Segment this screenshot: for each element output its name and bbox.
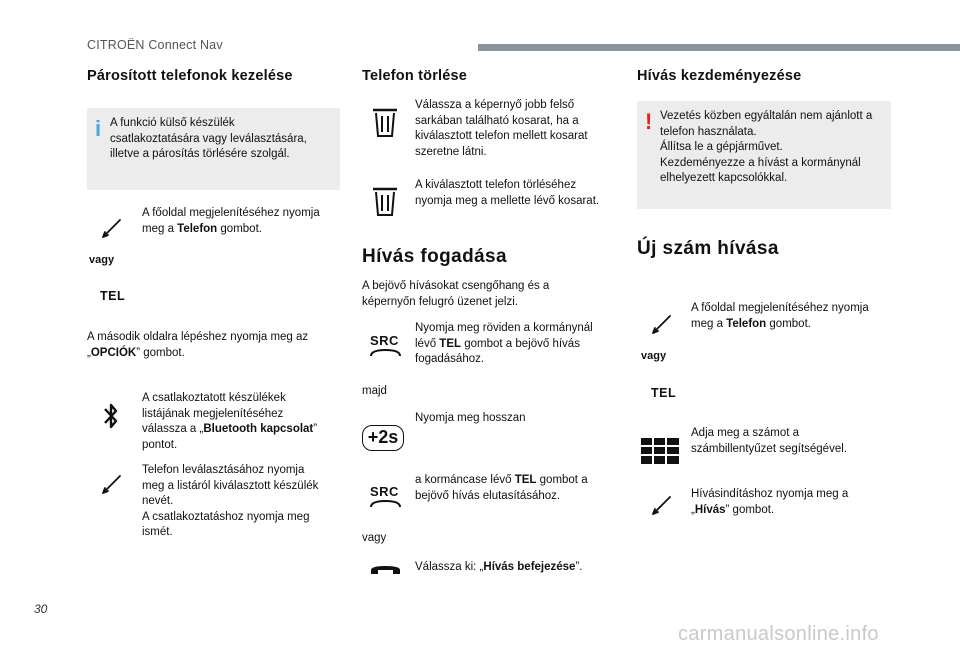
tel-button-label: TEL	[651, 386, 677, 400]
header-bar	[478, 44, 960, 51]
info-icon: i	[95, 116, 102, 141]
page-number: 30	[34, 602, 48, 616]
trash-step-2: A kiválasztott telefon törléséhez nyomja meg a mellette lévő kosarat.	[415, 179, 600, 207]
phone-handset-icon	[369, 499, 402, 509]
src-button-label: SRC	[370, 333, 399, 348]
touch-finger-icon	[650, 493, 674, 517]
section-title-make-call: Hívás kezdeményezése	[637, 68, 802, 84]
touch-finger-icon	[650, 312, 674, 336]
watermark: carmanualsonline.info	[678, 623, 879, 645]
src-button-label: SRC	[370, 484, 399, 499]
or-label: vagy	[362, 532, 387, 544]
accept-call-step: Nyomja meg röviden a kormánynál lévő TEL gombot a bejövő hívás fogadásához.	[415, 322, 593, 365]
bluetooth-connection-step: A csatlakoztatott készülékek listájának megjelenítéséhez válassza a „Bluetooth kapcsolat” pontot.	[142, 392, 318, 451]
long-press-step: Nyomja meg hosszan	[415, 412, 526, 424]
plus-2s-label: +2s	[367, 427, 399, 447]
section-title-delete-phone: Telefon törlése	[362, 68, 468, 84]
warning-note	[637, 101, 891, 209]
keypad-icon	[641, 438, 679, 464]
phone-button-step: A főoldal megjelenítéséhez nyomja meg a Telefon gombot.	[142, 207, 320, 235]
phone-handset-icon	[369, 348, 402, 358]
touch-finger-icon	[100, 472, 124, 496]
trash-step-1: Válassza a képernyő jobb felső sarkában található kosarat, ha a kiválasztott telefon mellett kosarat szeretne látni.	[415, 99, 588, 158]
or-label: vagy	[641, 350, 667, 362]
receive-intro: A bejövő hívásokat csengőhang és a képernyőn felugró üzenet jelzi.	[362, 280, 550, 308]
reject-call-step: a kormáncase lévő TEL gombot a bejövő hívás elutasításához.	[415, 474, 588, 502]
section-title-paired-phones: Párosított telefonok kezelése	[87, 68, 293, 84]
keypad-step: Adja meg a számot a számbillentyűzet segítségével.	[691, 427, 847, 455]
call-button-step: Hívásindításhoz nyomja meg a „Hívás” gombot.	[691, 488, 849, 516]
manual-brand-header: CITROËN Connect Nav	[87, 38, 223, 52]
touch-finger-icon	[100, 216, 124, 240]
bluetooth-icon	[101, 400, 121, 432]
warning-note-text: Vezetés közben egyáltalán nem ajánlott a telefon használata. Állítsa le a gépjárművet. Kezdeményezze a hívást a kormánynál elhelyezett kapcsolókkal.	[660, 110, 873, 184]
section-title-new-number: Új szám hívása	[637, 238, 779, 259]
section-title-receive-call: Hívás fogadása	[362, 246, 507, 267]
warning-icon: !	[645, 109, 653, 134]
disconnect-step: Telefon leválasztásához nyomja meg a listáról kiválasztott készülék nevét. A csatlakoztatáshoz nyomja meg ismét.	[142, 464, 319, 538]
phone-button-step: A főoldal megjelenítéséhez nyomja meg a Telefon gombot.	[691, 302, 869, 330]
options-step: A második oldalra lépéshez nyomja meg az „OPCIÓK” gombot.	[87, 331, 309, 359]
trash-icon	[371, 185, 399, 217]
end-call-step: Válassza ki: „Hívás befejezése”.	[415, 561, 583, 573]
trash-icon	[371, 106, 399, 138]
info-note-text: A funkció külső készülék csatlakoztatására vagy leválasztására, illetve a párosítás törlésére szolgál.	[110, 117, 307, 160]
long-press-badge	[362, 425, 404, 451]
or-label: vagy	[89, 254, 115, 266]
hang-up-icon	[369, 564, 402, 576]
info-note	[87, 108, 340, 190]
then-label: majd	[362, 385, 387, 397]
tel-button-label: TEL	[100, 289, 126, 303]
